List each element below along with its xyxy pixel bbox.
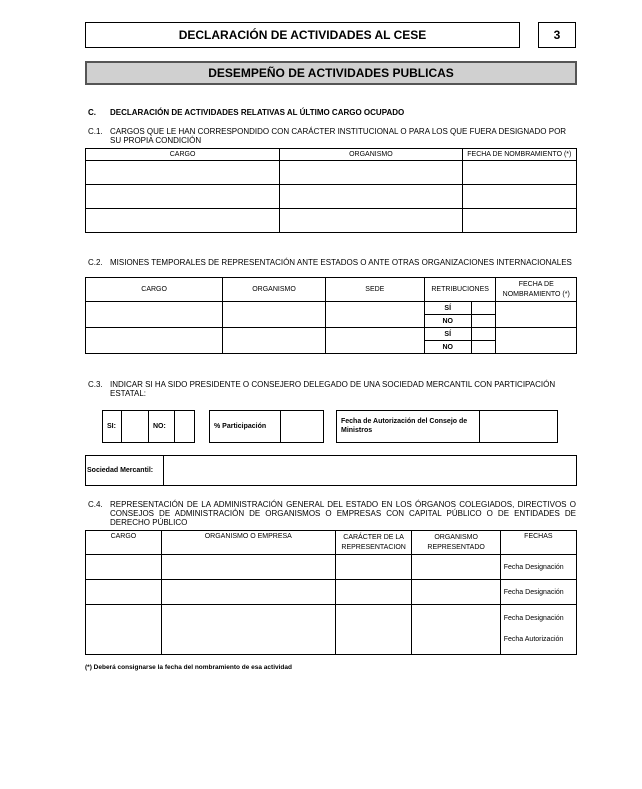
- table-row: [86, 185, 577, 209]
- table-row: [86, 302, 577, 315]
- c4-cell[interactable]: [86, 580, 162, 605]
- c4-header-organismo: ORGANISMO O EMPRESA: [161, 531, 335, 555]
- table-row: [86, 161, 577, 185]
- c4-header-representado: ORGANISMO REPRESENTADO: [412, 531, 500, 555]
- c4-cell[interactable]: [412, 605, 500, 655]
- c1-text: CARGOS QUE LE HAN CORRESPONDIDO CON CARÁCTER INSTITUCIONAL O PARA LOS QUE FUERA DESIGNADO POR SU PROPIA CONDICIÓN: [110, 127, 567, 145]
- c2-cell[interactable]: [223, 302, 326, 328]
- c4-text: REPRESENTACIÓN DE LA ADMINISTRACIÓN GENERAL DEL ESTADO EN LOS ÓRGANOS COLEGIADOS, DIRECTIVOS O CONSEJOS DE ADMINISTRACIÓN DE ORGANISMOS O EMPRESAS CON CAPITAL PÚBLICO O DE ENTIDADES DE DERECHO PÚBLICO: [110, 500, 576, 527]
- c1-header-cargo: CARGO: [86, 149, 280, 161]
- c4-fecha-designacion[interactable]: Fecha Designación: [500, 555, 576, 580]
- c3-participacion-label: % Participación: [214, 423, 267, 430]
- c3-sociedad-label: Sociedad Mercantil:: [87, 467, 154, 474]
- c4-fecha-designacion: Fecha Designación: [503, 615, 564, 622]
- c2-cell[interactable]: [223, 328, 326, 354]
- c3-no-checkbox[interactable]: [175, 411, 195, 442]
- c4-cell[interactable]: [161, 580, 335, 605]
- document-title: DECLARACIÓN DE ACTIVIDADES AL CESE: [85, 22, 520, 48]
- c4-code: C.4.: [88, 500, 103, 509]
- c1-header-organismo: ORGANISMO: [280, 149, 462, 161]
- c4-cell[interactable]: [161, 605, 335, 655]
- c1-code: C.1.: [88, 127, 103, 136]
- table-row: [86, 605, 577, 655]
- c2-si-checkbox[interactable]: [471, 302, 496, 315]
- c4-fecha-designacion[interactable]: Fecha Designación: [500, 580, 576, 605]
- c2-si-label: SÍ: [424, 302, 471, 315]
- c3-si-label: SI:: [107, 423, 116, 430]
- c1-cell[interactable]: [462, 185, 576, 209]
- c3-sociedad-input[interactable]: [164, 456, 576, 485]
- c1-cell[interactable]: [86, 209, 280, 233]
- c4-fecha-autorizacion: Fecha Autorización: [503, 636, 564, 643]
- c1-cell[interactable]: [86, 185, 280, 209]
- section-c-title: DECLARACIÓN DE ACTIVIDADES RELATIVAS AL ÚLTIMO CARGO OCUPADO: [110, 108, 405, 117]
- c1-cell[interactable]: [280, 161, 462, 185]
- c2-cell[interactable]: [325, 328, 424, 354]
- c2-no-checkbox[interactable]: [471, 341, 496, 354]
- c2-cell[interactable]: [496, 328, 577, 354]
- table-row: [86, 209, 577, 233]
- c3-si-checkbox[interactable]: [122, 411, 148, 442]
- c3-si-no-group: [102, 410, 195, 443]
- c2-no-label: NO: [424, 341, 471, 354]
- c2-header-retribuciones: RETRIBUCIONES: [424, 278, 496, 302]
- c2-header-organismo: ORGANISMO: [223, 278, 326, 302]
- c4-cell[interactable]: [161, 555, 335, 580]
- c3-text: INDICAR SI HA SIDO PRESIDENTE O CONSEJERO DELEGADO DE UNA SOCIEDAD MERCANTIL CON PARTICIPACIÓN ESTATAL:: [110, 380, 556, 398]
- section-title: DESEMPEÑO DE ACTIVIDADES PUBLICAS: [85, 61, 577, 85]
- c3-fecha-input[interactable]: [480, 411, 557, 442]
- c4-cell[interactable]: [86, 555, 162, 580]
- c2-text: MISIONES TEMPORALES DE REPRESENTACIÓN ANTE ESTADOS O ANTE OTRAS ORGANIZACIONES INTERNACIONALES: [110, 258, 572, 267]
- c1-cell[interactable]: [86, 161, 280, 185]
- c2-cell[interactable]: [86, 302, 223, 328]
- c1-cell[interactable]: [280, 209, 462, 233]
- c3-participacion-group: [209, 410, 324, 443]
- c4-cell[interactable]: [335, 605, 412, 655]
- c2-header-fecha: FECHA DE NOMBRAMIENTO (*): [496, 278, 577, 302]
- c4-fechas-cell[interactable]: [500, 605, 576, 655]
- c3-participacion-input[interactable]: [281, 411, 323, 442]
- c1-cell[interactable]: [280, 185, 462, 209]
- c2-no-checkbox[interactable]: [471, 315, 496, 328]
- c4-header-cargo: CARGO: [86, 531, 162, 555]
- table-row: [86, 555, 577, 580]
- c2-header-sede: SEDE: [325, 278, 424, 302]
- c4-cell[interactable]: [335, 580, 412, 605]
- c2-cell[interactable]: [325, 302, 424, 328]
- c1-header-fecha: FECHA DE NOMBRAMIENTO (*): [462, 149, 576, 161]
- table-row: [86, 580, 577, 605]
- c2-si-checkbox[interactable]: [471, 328, 496, 341]
- c4-cell[interactable]: [412, 580, 500, 605]
- c2-code: C.2.: [88, 258, 103, 267]
- c2-table: [85, 277, 577, 354]
- section-c-code: C.: [88, 108, 96, 117]
- c4-header-caracter: CARÁCTER DE LA REPRESENTACION: [335, 531, 412, 555]
- c3-sociedad-group: [85, 455, 577, 486]
- table-row: [86, 328, 577, 341]
- c4-cell[interactable]: [412, 555, 500, 580]
- c1-cell[interactable]: [462, 209, 576, 233]
- c2-cell[interactable]: [86, 328, 223, 354]
- c1-table: [85, 148, 577, 233]
- divider: [148, 411, 149, 442]
- c4-header-fechas: FECHAS: [500, 531, 576, 555]
- c4-cell[interactable]: [335, 555, 412, 580]
- c4-cell[interactable]: [86, 605, 162, 655]
- c3-fecha-group: [336, 410, 558, 443]
- c3-code: C.3.: [88, 380, 103, 389]
- footnote: (*) Deberá consignarse la fecha del nombramiento de esa actividad: [85, 664, 292, 671]
- page-number: 3: [538, 22, 576, 48]
- c2-cell[interactable]: [496, 302, 577, 328]
- c3-no-label: NO:: [153, 423, 166, 430]
- c2-si-label: SÍ: [424, 328, 471, 341]
- c2-no-label: NO: [424, 315, 471, 328]
- c3-fecha-label: Fecha de Autorización del Consejo de Ministros: [341, 418, 468, 434]
- c1-cell[interactable]: [462, 161, 576, 185]
- c4-table: [85, 530, 577, 655]
- c2-header-cargo: CARGO: [86, 278, 223, 302]
